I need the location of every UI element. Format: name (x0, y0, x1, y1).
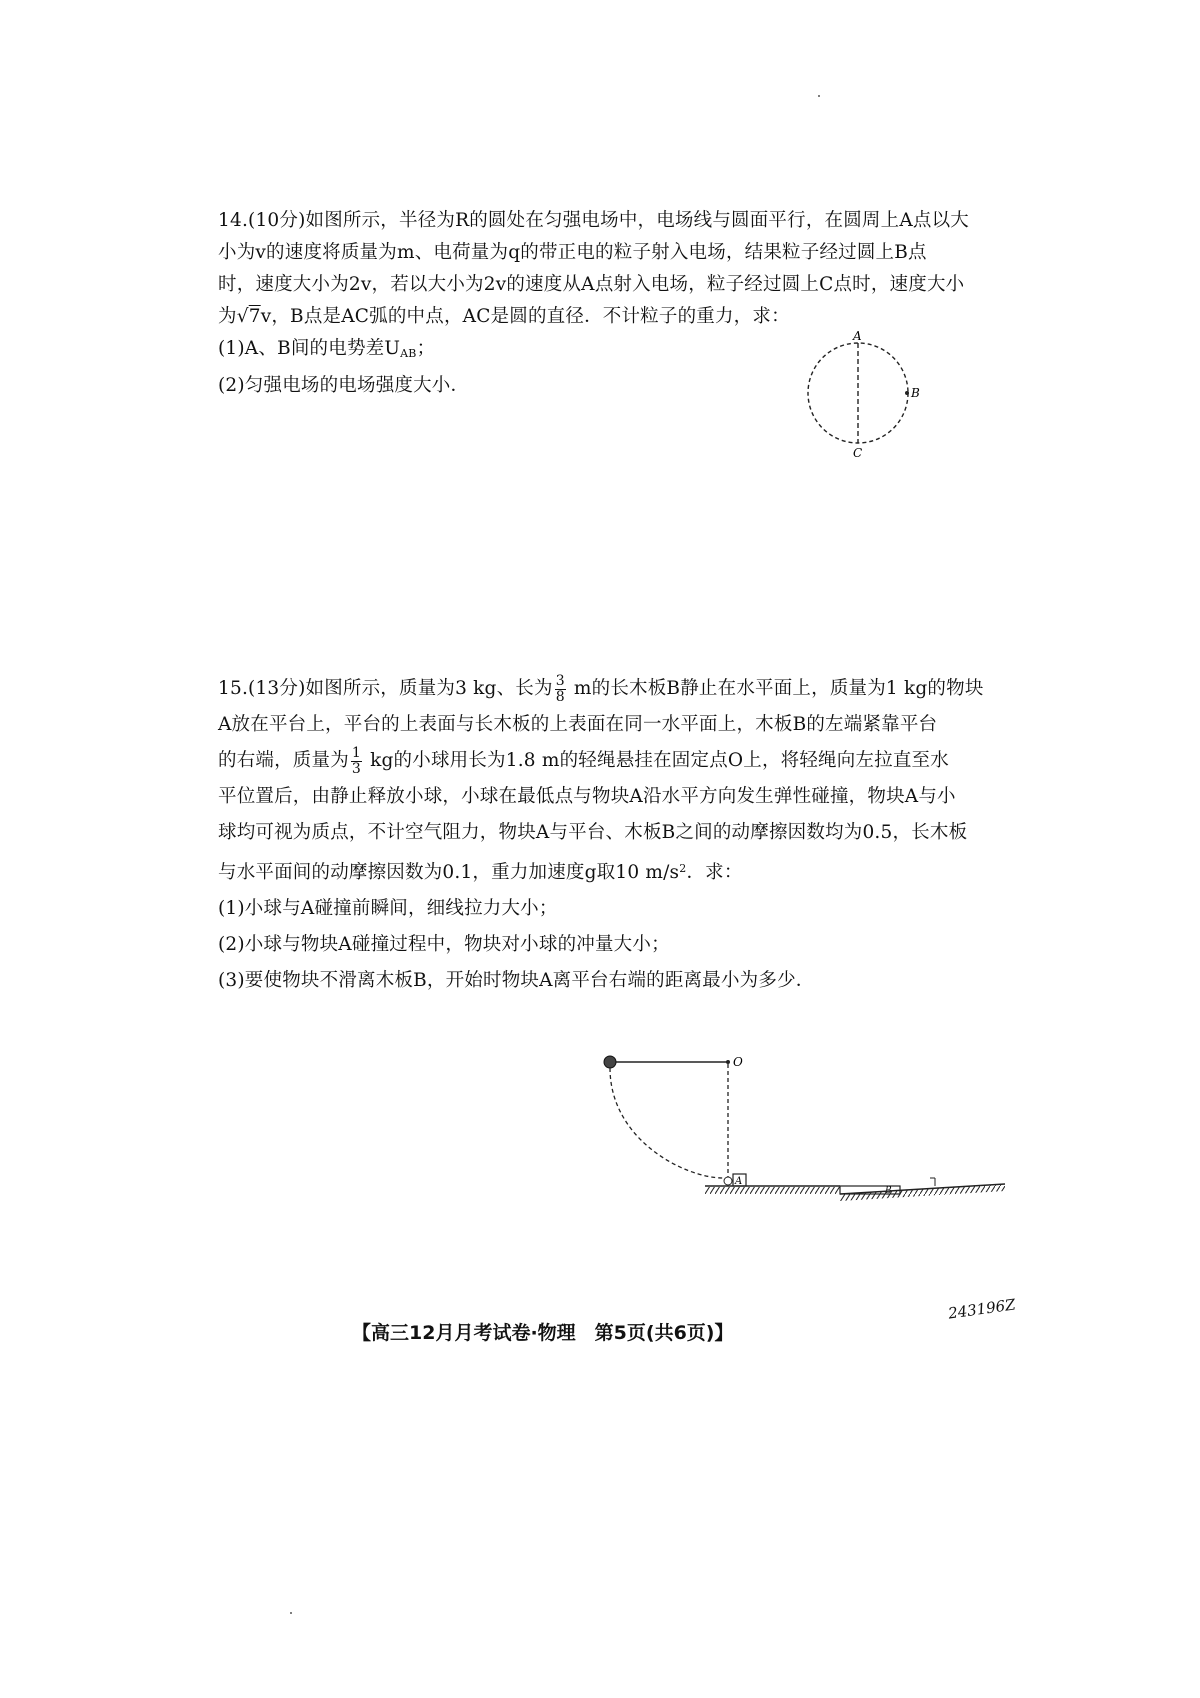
q15-frac1-numerator: 3 (555, 672, 565, 689)
q15-label-a: A (735, 1176, 743, 1187)
q15-frac2-denominator: 3 (351, 760, 362, 777)
q15-line-6-superscript: 2 (679, 862, 687, 875)
q15-ball-bottom (724, 1177, 732, 1185)
q14-label-b: B (911, 386, 920, 400)
q14-line-1: 14.(10分)如图所示，半径为R的圆处在匀强电场中，电场线与圆面平行，在圆周上A点以大 (218, 210, 969, 231)
q15-line-1-suffix: m的长木板B静止在水平面上，质量为1 kg的物块 (567, 678, 984, 699)
q14-line-2: 小为v的速度将质量为m、电荷量为q的带正电的粒子射入电场，结果粒子经过圆上B点 (218, 242, 927, 263)
q15-pendulum-figure (595, 1050, 1015, 1190)
q14-line-4-prefix: 为√ (218, 306, 249, 327)
q14-sub1-text: (1)A、B间的电势差U (218, 338, 401, 359)
q15-line-4: 平位置后，由静止释放小球，小球在最低点与物块A沿水平方向发生弹性碰撞，物块A与小 (218, 786, 956, 807)
q15-line-3-suffix: kg的小球用长为1.8 m的轻绳悬挂在固定点O上，将轻绳向左拉直至水 (364, 750, 949, 771)
paper-code: 243196Z (947, 1295, 1017, 1323)
q15-frac2-numerator: 1 (351, 744, 362, 761)
q15-label-o: O (733, 1055, 743, 1069)
q15-subquestion-2: (2)小球与物块A碰撞过程中，物块对小球的冲量大小； (218, 934, 670, 955)
q15-line-1 (218, 671, 1008, 707)
q14-sub1-suffix: ； (416, 338, 436, 359)
q15-platform-hatch (705, 1187, 840, 1194)
q14-label-a: A (853, 329, 862, 343)
q15-fraction-length (555, 674, 566, 705)
q15-frac1-denominator: 8 (555, 688, 565, 705)
q15-line-6-prefix: 与水平面间的动摩擦因数为0.1，重力加速度g取10 m/s (218, 862, 680, 883)
q14-label-c: C (853, 446, 863, 460)
q14-sub1-subscript: AB (400, 347, 417, 360)
q15-line-5: 球均可视为质点，不计空气阻力，物块A与平台、木板B之间的动摩擦因数均为0.5，长木板 (218, 822, 968, 843)
page-footer: 【高三12月月考试卷·物理 第5页(共6页)】 (352, 1322, 734, 1344)
q15-subquestion-1: (1)小球与A碰撞前瞬间，细线拉力大小； (218, 898, 558, 919)
q15-line-1-prefix: 15.(13分)如图所示，质量为3 kg、长为 (218, 678, 553, 699)
scan-speck (818, 95, 820, 97)
q15-ball (604, 1056, 616, 1068)
q15-point-o (726, 1060, 730, 1064)
q15-line-3 (218, 743, 1008, 779)
q14-subquestion-2: (2)匀强电场的电场强度大小． (218, 375, 470, 396)
scan-speck (290, 1612, 292, 1614)
q15-line-2: A放在平台上，平台的上表面与长木板的上表面在同一水平面上，木板B的左端紧靠平台 (218, 714, 938, 735)
q15-fraction-mass (351, 746, 362, 777)
q14-radicand: 7 (248, 306, 261, 327)
q15-line-6-suffix: ．求： (686, 862, 743, 883)
q15-line-6 (218, 851, 1008, 891)
question-15 (218, 671, 1008, 999)
q14-circle-figure (800, 330, 930, 465)
q14-line-4-suffix: v，B点是AC弧的中点，AC是圆的直径．不计粒子的重力，求： (260, 306, 790, 327)
q15-subquestion-3: (3)要使物块不滑离木板B，开始时物块A离平台右端的距离最小为多少． (218, 970, 815, 991)
q15-ball-trajectory (610, 1068, 723, 1178)
q14-line-4 (218, 301, 1008, 333)
q15-line-3-prefix: 的右端，质量为 (218, 750, 349, 771)
q14-point-b (905, 391, 909, 395)
q14-line-3: 时，速度大小为2v，若以大小为2v的速度从A点射入电场，粒子经过圆上C点时，速度大小 (218, 274, 965, 295)
